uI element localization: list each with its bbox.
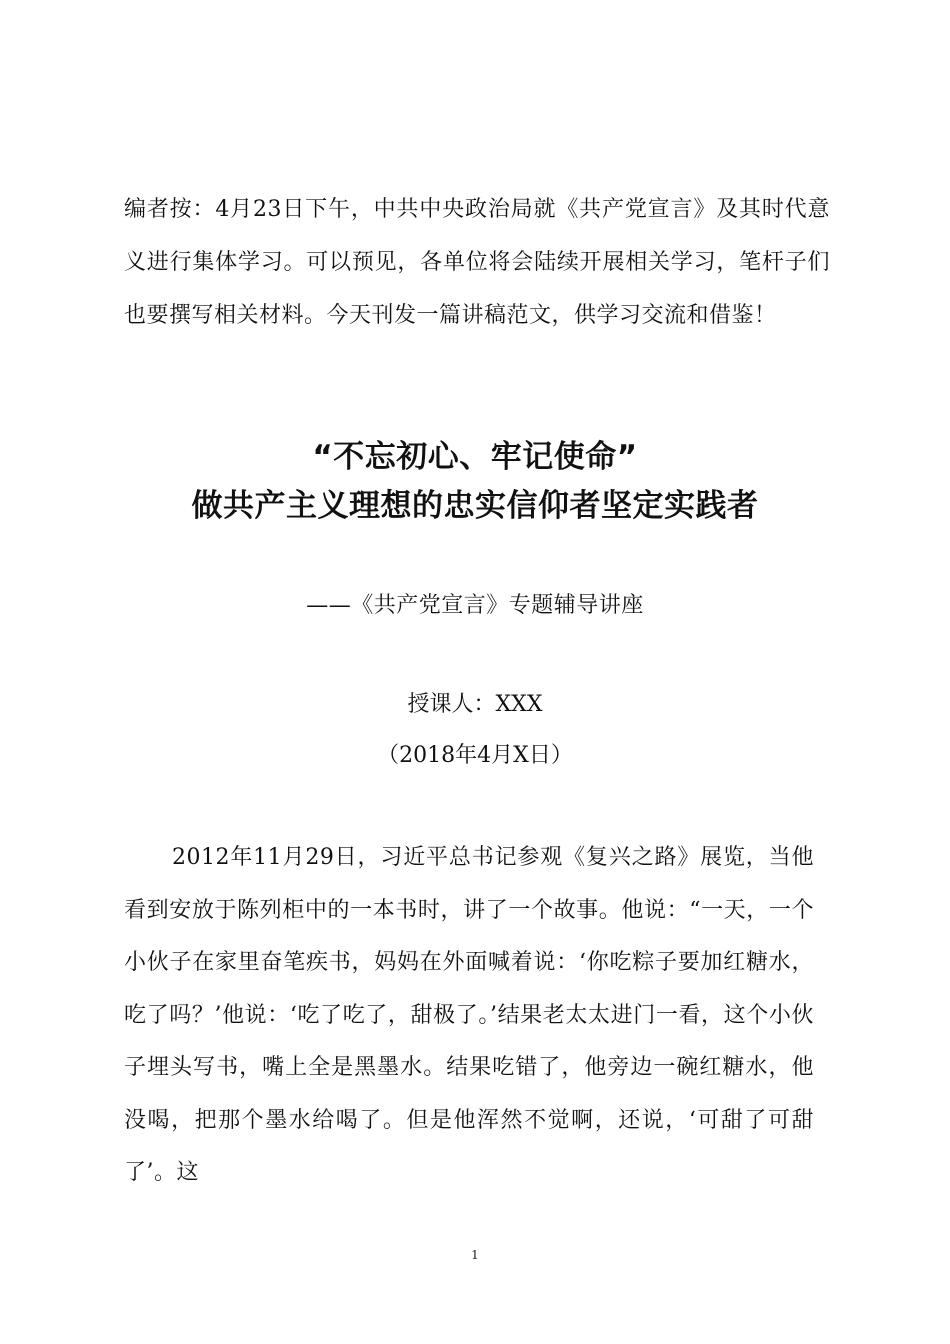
- lecture-date: （2018年4月X日）: [377, 743, 573, 768]
- lecturer: 授课人：XXX: [407, 692, 543, 717]
- body-paragraph: 2012年11月29日，习近平总书记参观《复兴之路》展览，当他看到安放于陈列柜中的一本书时，讲了一个故事。他说：“一天，一个小伙子在家里奋笔疾书，妈妈在外面喊着说：‘你吃粽子要加红糖水，吃了吗？’他说：‘吃了吃了，甜极了。’结果老太太进门一看，这个小伙子埋头写书，嘴上全是黑墨水。结果吃错了，他旁边一碗红糖水，他没喝，把那个墨水给喝了。但是他浑然不觉啊，还说，‘可甜了可甜了’。这: [124, 845, 814, 1185]
- subtitle: ——《共产党宣言》专题辅导讲座: [306, 593, 644, 618]
- editor-note: 编者按：4月23日下午，中共中央政治局就《共产党宣言》及其时代意义进行集体学习。可以预见，各单位将会陆续开展相关学习，笔杆子们也要撰写相关材料。今天刊发一篇讲稿范文，供学习交流和借鉴！: [124, 197, 830, 328]
- page-number: 1: [471, 1248, 479, 1262]
- title-line-1: “不忘初心、牢记使命”: [312, 439, 638, 475]
- title-line-2: 做共产主义理想的忠实信仰者坚定实践者: [191, 488, 759, 524]
